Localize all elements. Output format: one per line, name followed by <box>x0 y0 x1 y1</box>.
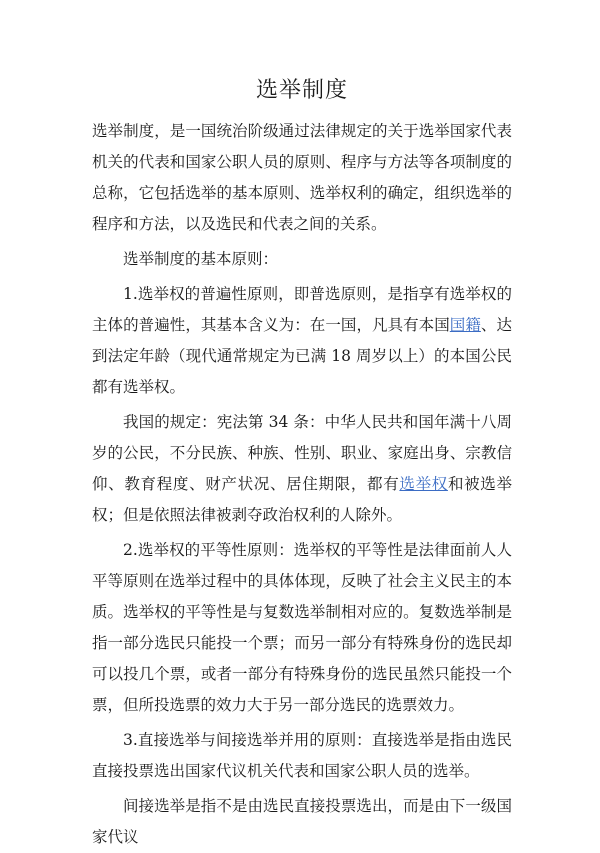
intro-paragraph: 选举制度，是一国统治阶级通过法律规定的关于选举国家代表机关的代表和国家公职人员的原则、程序与方法等各项制度的总称，它包括选举的基本原则、选举权利的确定，组织选举的程序和方法，以及选民和代表之间的关系。 <box>92 122 512 233</box>
principle-1-text-after: 、达到法定年龄（现代通常规定为已满 18 周岁以上）的本国公民都有选举权。 <box>92 316 512 396</box>
suffrage-link[interactable]: 选举权 <box>399 475 448 493</box>
principle-1-paragraph <box>92 279 512 403</box>
principle-2-paragraph: 2.选举权的平等性原则：选举权的平等性是法律面前人人平等原则在选举过程中的具体体现，反映了社会主义民主的本质。选举权的平等性是与复数选举制相对应的。复数选举制是指一部分选民只能投一个票；而另一部分有特殊身份的选民却可以投几个票，或者一部分有特殊身份的选民虽然只能投一个票，但所投选票的效力大于另一部分选民的选票效力。 <box>92 541 512 714</box>
principles-heading: 选举制度的基本原则： <box>123 250 279 268</box>
china-rule-paragraph <box>92 407 512 531</box>
china-rule-text-before: 我国的规定：宪法第 34 条：中华人民共和国年满十八周岁的公民，不分民族、种族、性别、职业、家庭出身、宗教信仰、教育程度、财产状况、居住期限，都有 <box>92 413 512 493</box>
principle-3-paragraph: 3.直接选举与间接选举并用的原则：直接选举是指由选民直接投票选出国家代议机关代表和国家公职人员的选举。 <box>92 731 512 780</box>
indirect-election-paragraph: 间接选举是指不是由选民直接投票选出，而是由下一级国家代议 <box>92 797 512 846</box>
china-rule-text-after: 和被选举权；但是依照法律被剥夺政治权利的人除外。 <box>92 475 512 524</box>
page-title: 选举制度 <box>255 78 348 103</box>
principle-1-text-before: 1.选举权的普遍性原则，即普选原则，是指享有选举权的主体的普遍性，其基本含义为：在一国，凡具有本国 <box>92 285 512 334</box>
nationality-link[interactable]: 国籍 <box>449 316 481 334</box>
